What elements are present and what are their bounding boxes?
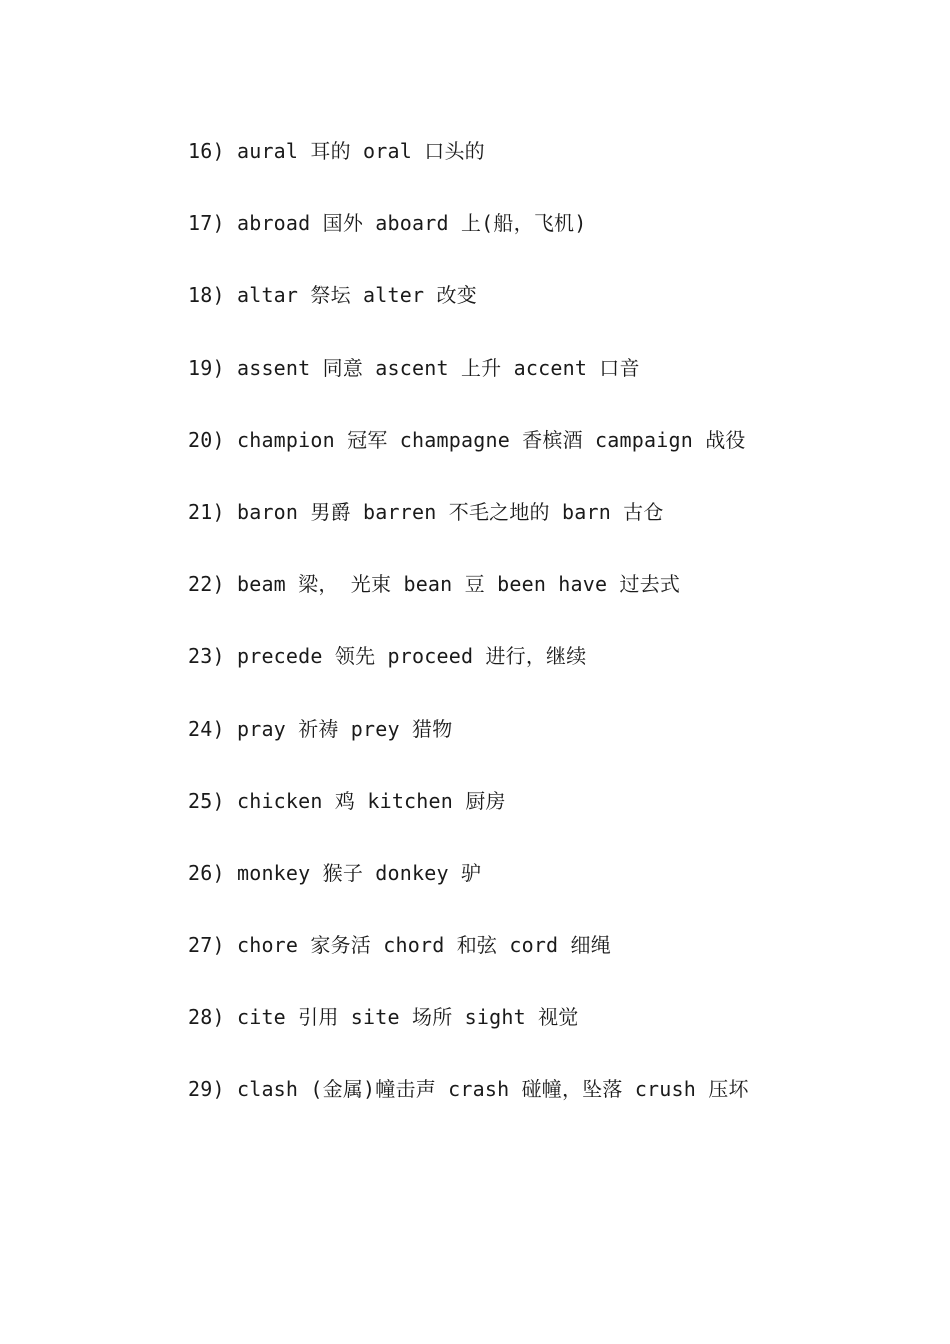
list-item: 25) chicken 鸡 kitchen 厨房 — [188, 788, 506, 813]
list-item: 16) aural 耳的 oral 口头的 — [188, 139, 485, 163]
list-item: 24) pray 祈祷 prey 猎物 — [188, 716, 453, 741]
list-item: 26) monkey 猴子 donkey 驴 — [188, 860, 482, 885]
list-item: 19) assent 同意 ascent 上升 accent 口音 — [188, 355, 640, 380]
list-item: 20) champion 冠军 champagne 香槟酒 campaign 战役 — [188, 427, 746, 452]
list-item: 18) altar 祭坛 alter 改变 — [188, 283, 477, 308]
list-item: 28) cite 引用 site 场所 sight 视觉 — [188, 1005, 579, 1030]
list-item: 22) beam 梁， 光束 bean 豆 been have 过去式 — [188, 572, 681, 597]
list-item: 21) baron 男爵 barren 不毛之地的 barn 古仓 — [188, 499, 664, 524]
list-item: 27) chore 家务活 chord 和弦 cord 细绳 — [188, 933, 611, 958]
list-item: 29) clash (金属)幢击声 crash 碰幢，坠落 crush 压坏 — [188, 1077, 749, 1102]
list-item: 17) abroad 国外 aboard 上(船，飞机) — [188, 211, 587, 236]
list-item: 23) precede 领先 proceed 进行，继续 — [188, 644, 587, 669]
word-pair-list — [188, 136, 888, 1147]
